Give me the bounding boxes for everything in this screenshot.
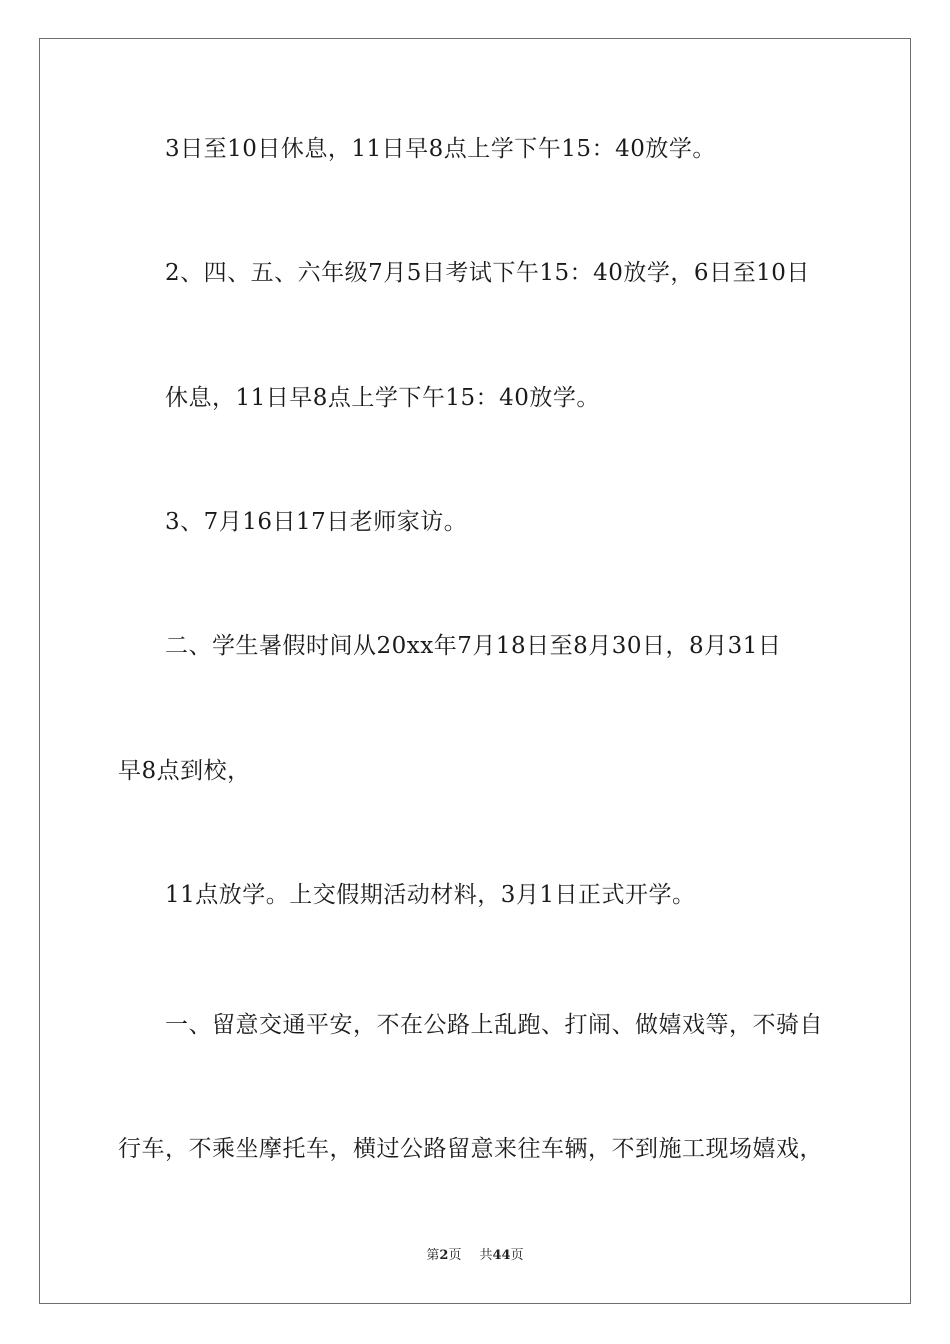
text-line-1: 3日至10日休息，11日早8点上学下午15：40放学。 [165, 136, 716, 162]
page-border [39, 38, 911, 1304]
text-line-9: 行车，不乘坐摩托车，横过公路留意来往车辆，不到施工现场嬉戏， [118, 1136, 823, 1162]
text-line-7: 11点放学。上交假期活动材料，3月1日正式开学。 [165, 882, 696, 908]
page-prefix: 第 [426, 1248, 440, 1263]
text-line-6: 早8点到校， [118, 758, 251, 784]
total-pages: 44 [492, 1248, 511, 1263]
page-number: 2 [439, 1248, 449, 1263]
page-suffix: 页 [448, 1248, 462, 1263]
page-footer [0, 1247, 950, 1265]
text-line-5: 二、学生暑假时间从20xx年7月18日至8月30日，8月31日 [165, 633, 782, 659]
text-line-4: 3、7月16日17日老师家访。 [165, 509, 468, 535]
total-prefix: 共 [479, 1248, 493, 1263]
total-suffix: 页 [510, 1248, 524, 1263]
text-line-8: 一、留意交通平安，不在公路上乱跑、打闹、做嬉戏等，不骑自 [165, 1012, 823, 1038]
text-line-2: 2、四、五、六年级7月5日考试下午15：40放学，6日至10日 [165, 260, 810, 286]
text-line-3: 休息，11日早8点上学下午15：40放学。 [165, 385, 600, 411]
